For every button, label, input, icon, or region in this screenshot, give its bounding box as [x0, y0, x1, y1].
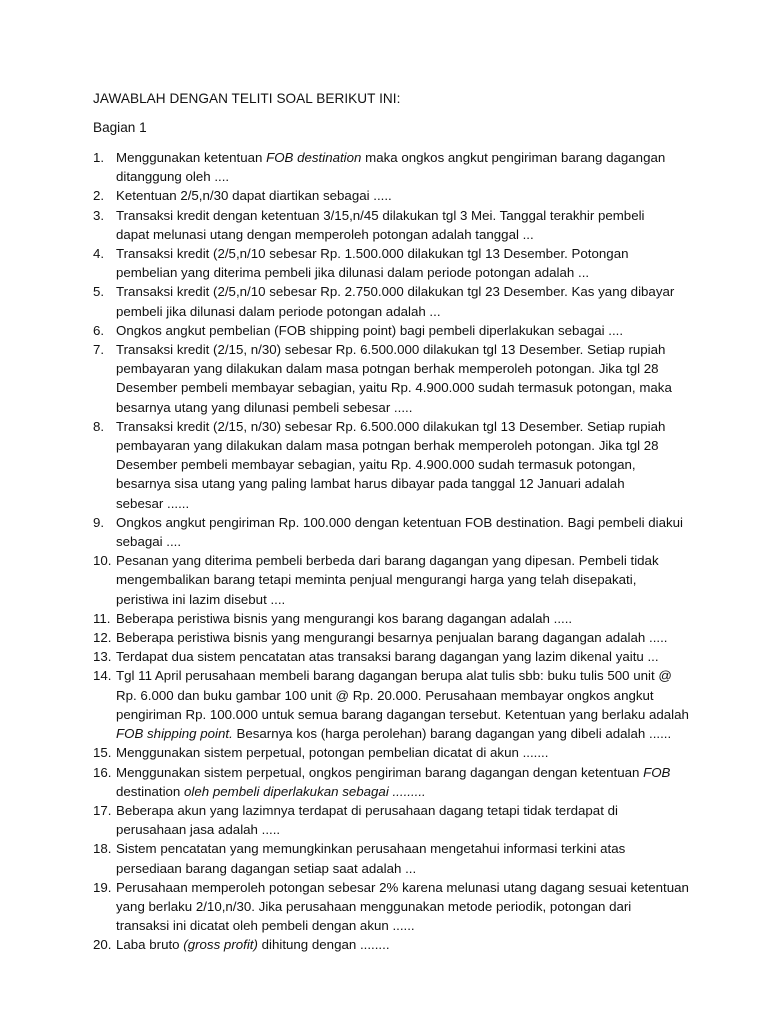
question-item — [0, 244, 676, 282]
question-text-line: Beberapa peristiwa bisnis yang mengurangi kos barang dagangan adalah ..... — [116, 610, 573, 626]
question-item — [0, 647, 676, 666]
italic-term: (gross profit) — [183, 937, 258, 953]
question-item — [0, 513, 683, 551]
question-text-line: Rp. 6.000 dan buku gambar 100 unit @ Rp. 20.000. Perusahaan membayar ongkos angkut — [116, 687, 654, 703]
question-item — [0, 628, 676, 647]
question-text-line: besarnya utang yang dilunasi pembeli sebesar ..... — [116, 399, 413, 415]
document-heading: JAWABLAH DENGAN TELITI SOAL BERIKUT INI: — [93, 91, 401, 106]
question-item — [0, 340, 676, 417]
question-number: 6. — [93, 322, 105, 338]
question-text-line: peristiwa ini lazim disebut .... — [116, 591, 286, 607]
question-number: 10. — [93, 553, 112, 569]
question-text-line: Tgl 11 April perusahaan membeli barang dagangan berupa alat tulis sbb: buku tulis 500 unit @ — [116, 668, 672, 684]
question-text-line: Ongkos angkut pembelian (FOB shipping point) bagi pembeli diperlakukan sebagai .... — [116, 322, 624, 338]
question-text-line: Beberapa akun yang lazimnya terdapat di perusahaan dagang tetapi tidak terdapat di — [116, 802, 618, 818]
italic-term: oleh pembeli diperlakukan sebagai ......... — [180, 783, 426, 799]
italic-term: FOB — [643, 764, 671, 780]
question-item — [0, 282, 676, 320]
question-number: 4. — [93, 246, 105, 262]
question-number: 17. — [93, 802, 112, 818]
question-text-line: Pesanan yang diterima pembeli berbeda dari barang dagangan yang dipesan. Pembeli tidak — [116, 553, 659, 569]
question-number: 15. — [93, 745, 112, 761]
question-text-line: Ketentuan 2/5,n/30 dapat diartikan sebagai ..... — [116, 188, 392, 204]
question-item — [0, 666, 689, 743]
question-number: 12. — [93, 630, 112, 646]
question-text-line: Desember pembeli membayar sebagian, yaitu Rp. 4.900.000 sudah termasuk potongan, maka — [116, 380, 672, 396]
question-text-line: pembayaran yang dilakukan dalam masa potngan berhak memperoleh potongan. Jika tgl 28 — [116, 438, 659, 454]
question-text-line: besarnya sisa utang yang paling lambat harus dibayar pada tanggal 12 Januari adalah — [116, 476, 625, 492]
question-number: 7. — [93, 342, 105, 358]
italic-term: FOB shipping point. — [116, 726, 233, 742]
question-number: 2. — [93, 188, 105, 204]
question-text-line: Menggunakan ketentuan FOB destination maka ongkos angkut pengiriman barang dagangan — [116, 150, 666, 165]
question-text-line: Transaksi kredit (2/15, n/30) sebesar Rp. 6.500.000 dilakukan tgl 13 Desember. Setiap rupiah — [116, 342, 666, 358]
question-text-line: Menggunakan sistem perpetual, ongkos pengiriman barang dagangan dengan ketentuan FOB — [116, 764, 671, 780]
question-number: 3. — [93, 207, 105, 223]
question-text-line: Transaksi kredit dengan ketentuan 3/15,n/45 dilakukan tgl 3 Mei. Tanggal terakhir pembeli — [116, 207, 645, 223]
question-text-line: Laba bruto (gross profit) dihitung dengan ........ — [116, 937, 390, 953]
question-number: 16. — [93, 764, 112, 780]
question-text-line: destination oleh pembeli diperlakukan sebagai ......... — [116, 783, 426, 799]
question-number: 5. — [93, 284, 105, 300]
question-text-line: FOB shipping point. Besarnya kos (harga perolehan) barang dagangan yang dibeli adalah ...... — [116, 726, 672, 742]
section-title: Bagian 1 — [93, 120, 147, 135]
question-number: 20. — [93, 937, 112, 953]
question-list — [0, 148, 768, 955]
question-item — [0, 743, 676, 762]
question-number: 18. — [93, 841, 112, 857]
question-text-line: pembayaran yang dilakukan dalam masa potngan berhak memperoleh potongan. Jika tgl 28 — [116, 361, 659, 377]
question-text-line: sebesar ...... — [116, 495, 190, 511]
question-item — [0, 763, 676, 801]
question-number: 14. — [93, 668, 112, 684]
question-item — [0, 551, 676, 609]
question-text-line: pembeli jika dilunasi dalam periode potongan adalah ... — [116, 303, 441, 319]
question-text-line: Beberapa peristiwa bisnis yang mengurangi besarnya penjualan barang dagangan adalah ..... — [116, 630, 668, 646]
question-text-line: yang berlaku 2/10,n/30. Jika perusahaan menggunakan metode periodik, potongan dari — [116, 898, 632, 914]
question-number: 19. — [93, 879, 112, 895]
question-item — [0, 206, 676, 244]
question-item — [0, 878, 689, 936]
question-number: 9. — [93, 514, 105, 530]
question-text-line: Ongkos angkut pengiriman Rp. 100.000 dengan ketentuan FOB destination. Bagi pembeli diakui — [116, 514, 683, 530]
italic-term: FOB destination — [266, 150, 362, 165]
question-text-line: Menggunakan sistem perpetual, potongan pembelian dicatat di akun ....... — [116, 745, 549, 761]
question-item — [0, 935, 676, 954]
question-number: 13. — [93, 649, 112, 665]
question-text-line: Sistem pencatatan yang memungkinkan perusahaan mengetahui informasi terkini atas — [116, 841, 626, 857]
question-text-line: sebagai .... — [116, 534, 182, 550]
question-text-line: pembelian yang diterima pembeli jika dilunasi dalam periode potongan adalah ... — [116, 265, 590, 281]
question-text-line: Transaksi kredit (2/15, n/30) sebesar Rp. 6.500.000 dilakukan tgl 13 Desember. Setiap rupiah — [116, 418, 666, 434]
question-text-line: pengiriman Rp. 100.000 untuk semua barang dagangan tersebut. Ketentuan yang berlaku adalah — [116, 706, 689, 722]
question-item — [0, 417, 676, 513]
question-item — [0, 839, 676, 877]
question-text-line: Perusahaan memperoleh potongan sebesar 2% karena melunasi utang dagang sesuai ketentuan — [116, 879, 689, 895]
question-item — [0, 186, 676, 205]
question-text-line: perusahaan jasa adalah ..... — [116, 822, 281, 838]
question-number: 1. — [93, 150, 105, 165]
question-text-line: transaksi ini dicatat oleh pembeli dengan akun ...... — [116, 918, 415, 934]
question-text-line: Terdapat dua sistem pencatatan atas transaksi barang dagangan yang lazim dikenal yaitu ... — [116, 649, 659, 665]
question-text-line: ditanggung oleh .... — [116, 169, 230, 185]
question-text-line: Transaksi kredit (2/5,n/10 sebesar Rp. 2.750.000 dilakukan tgl 23 Desember. Kas yang dibayar — [116, 284, 675, 300]
question-number: 11. — [93, 610, 111, 626]
question-text-line: mengembalikan barang tetapi meminta penjual mengurangi harga yang telah disepakati, — [116, 572, 637, 588]
question-number: 8. — [93, 418, 105, 434]
question-item — [0, 609, 676, 628]
question-text-line: Desember pembeli membayar sebagian, yaitu Rp. 4.900.000 sudah termasuk potongan, — [116, 457, 636, 473]
question-item — [0, 148, 676, 186]
question-item — [0, 801, 676, 839]
question-text-line: dapat melunasi utang dengan memperoleh potongan adalah tanggal ... — [116, 226, 534, 242]
question-text-line: Transaksi kredit (2/5,n/10 sebesar Rp. 1.500.000 dilakukan tgl 13 Desember. Potongan — [116, 246, 629, 262]
question-item — [0, 321, 676, 340]
question-text-line: persediaan barang dagangan setiap saat adalah ... — [116, 860, 417, 876]
